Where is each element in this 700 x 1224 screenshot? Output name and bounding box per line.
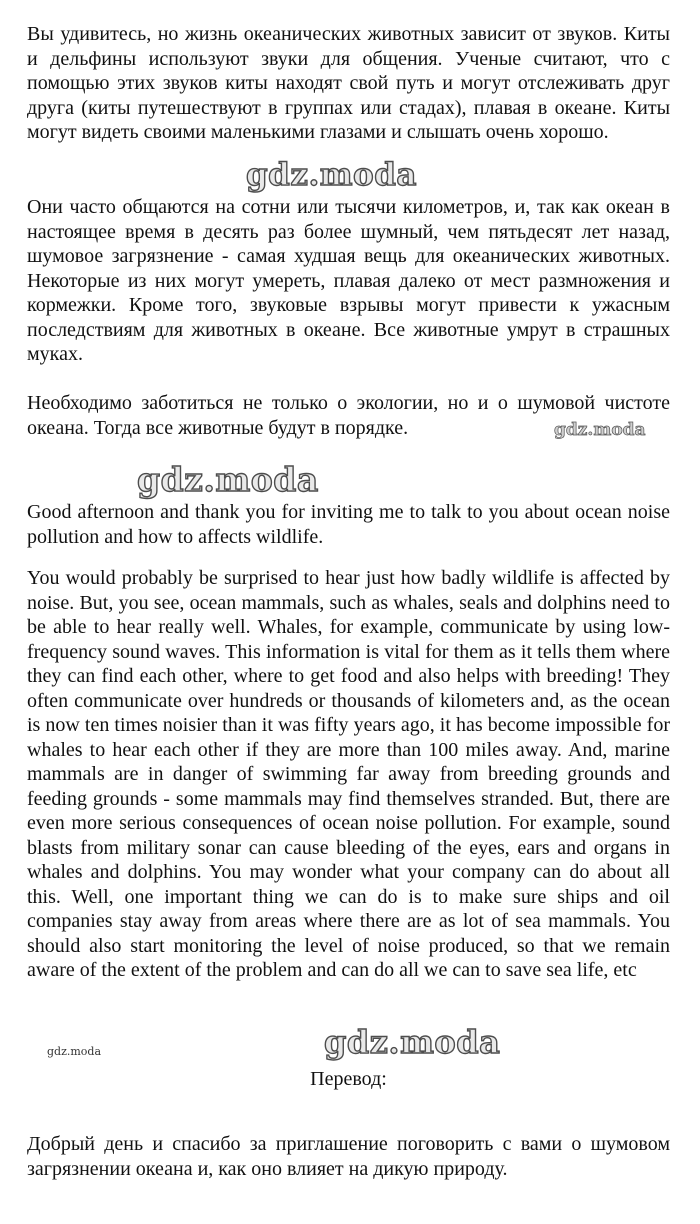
watermark-logo: gdz.moda <box>137 460 319 499</box>
watermark-logo: gdz.moda <box>324 1023 501 1061</box>
paragraph-ru-2: Они часто общаются на сотни или тысячи километров, и, так как океан в настоящее время в десять раз более шумный, чем пятьдесят лет назад, шумовое загрязнение - самая худшая вещь для океанических животных. Некоторые из них могут умереть, плавая далеко от мест размножения и кормежки. Кроме того, звуковые взрывы могут привести к ужасным последствиям для животных в океане. Все животные умрут в страшных муках. <box>27 196 670 365</box>
translation-heading: Перевод: <box>310 1068 387 1090</box>
watermark-logo-small: gdz.moda <box>554 420 646 440</box>
paragraph-ru-1: Вы удивитесь, но жизнь океанических животных зависит от звуков. Киты и дельфины используют звуки для общения. Ученые считают, что с помощью этих звуков киты находят свой путь и могут отслеживать друг друга (киты путешествуют в группах или стадах), плавая в океане. Киты могут видеть своими маленькими глазами и слышать очень хорошо. <box>27 23 670 143</box>
paragraph-en-intro: Good afternoon and thank you for inviting me to talk to you about ocean noise pollution and how to affects wildlife. <box>27 501 670 548</box>
paragraph-ru-translation: Добрый день и спасибо за приглашение поговорить с вами о шумовом загрязнении океана и, как оно влияет на дикую природу. <box>27 1133 670 1180</box>
watermark-logo-tiny: gdz.moda <box>47 1045 102 1058</box>
paragraph-ru-3: Необходимо заботиться не только о экологии, но и о шумовой чистоте океана. Тогда все животные будут в порядке. <box>27 392 670 439</box>
paragraph-en-main: You would probably be surprised to hear just how badly wildlife is affected by noise. But, you see, ocean mammals, such as whales, seals and dolphins need to be able to hear really well. Whales, for example, communicate by using low-frequency sound waves. This information is vital for them as it tells them where they can find each other, where to get food and also helps with breeding! They often communicate over hundreds or thousands of kilometers and, as the ocean is now ten times noisier than it was fifty years ago, it has become impossible for whales to hear each other if they are more than 100 miles away. And, marine mammals are in danger of swimming far away from breeding grounds and feeding grounds - some mammals may find themselves stranded. But, there are even more serious consequences of ocean noise pollution. For example, sound blasts from military sonar can cause bleeding of the eyes, ears and organs in whales and dolphins. You may wonder what your company can do about all this. Well, one important thing we can do is to make sure ships and oil companies stay away from areas where there are as lot of sea mammals. You should also start monitoring the level of noise produced, so that we remain aware of the extent of the problem and can do all we can to save sea life, etc <box>27 567 670 981</box>
watermark-logo: gdz.moda <box>246 157 417 193</box>
